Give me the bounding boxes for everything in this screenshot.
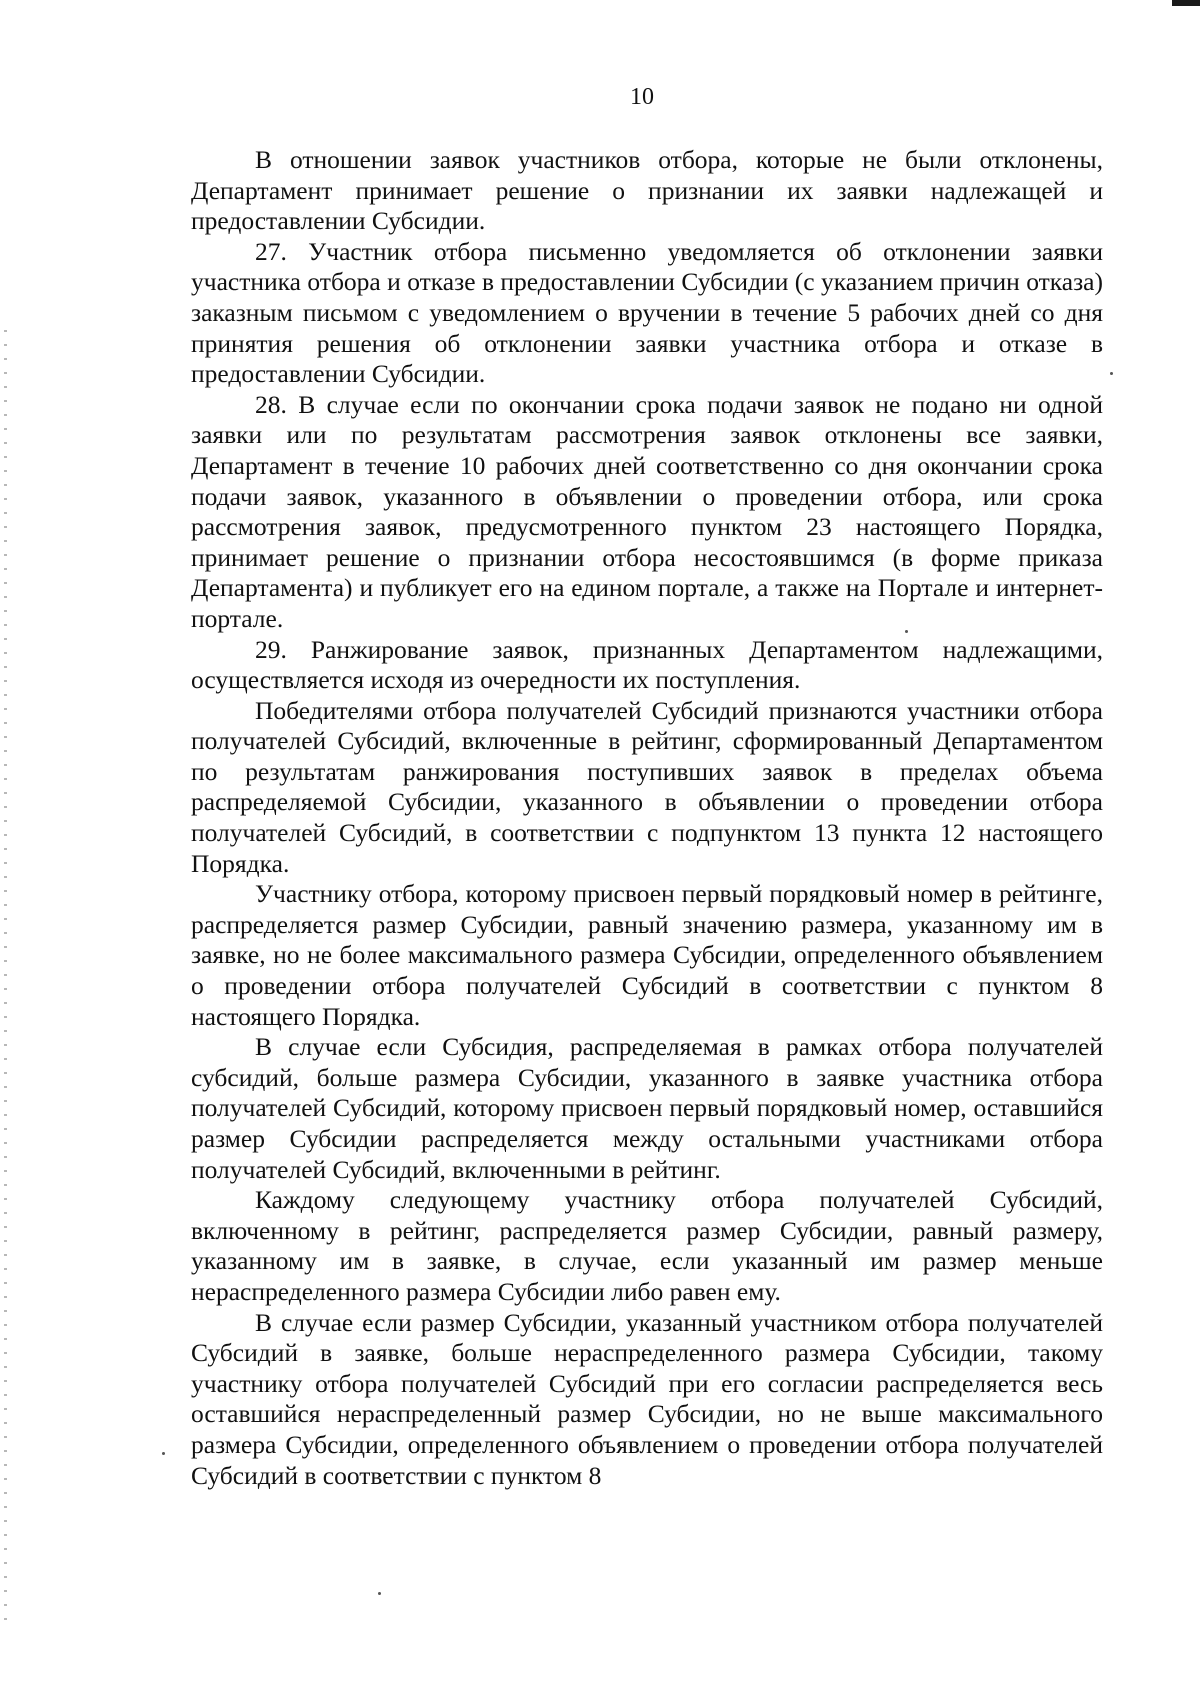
paragraph: В случае если размер Субсидии, указанный участником отбора получателей Субсидий в заявке, больше нераспределенного размера Субсидии, такому участнику отбора получателей Субсидий при его согласии распределяется весь оставшийся нераспределенный размер Субсидии, но не выше максимального размера Субсидии, определенного объявлением о проведении отбора получателей Субсидий в соответствии с пунктом 8 [191,1307,1103,1490]
paragraph: Победителями отбора получателей Субсидий признаются участники отбора получателей Субсидий, включенные в рейтинг, сформированный Департаментом по результатам ранжирования поступивших заявок в пределах объема распределяемой Субсидии, указанного в объявлении о проведении отбора получателей Субсидий, в соответствии с подпунктом 13 пункта 12 настоящего Порядка. [191,695,1103,878]
page-number: 10 [630,84,654,110]
paragraph: Каждому следующему участнику отбора получателей Субсидий, включенному в рейтинг, распределяется размер Субсидии, равный размеру, указанному им в заявке, в случае, если указанный им размер меньше нераспределенного размера Субсидии либо равен ему. [191,1185,1103,1306]
paragraph: 27. Участник отбора письменно уведомляется об отклонении заявки участника отбора и отказе в предоставлении Субсидии (с указанием причин отказа) заказным письмом с уведомлением о вручении в течение 5 рабочих дней со дня принятия решения об отклонении заявки участника отбора и отказе в предоставлении Субсидии. [191,236,1103,389]
scan-speck [162,1452,165,1455]
paragraph: В случае если Субсидия, распределяемая в рамках отбора получателей субсидий, больше размера Субсидии, указанного в заявке участника отбора получателей Субсидий, которому присвоен первый порядковый номер, оставшийся размер Субсидии распределяется между остальными участниками отбора получателей Субсидий, включенными в рейтинг. [191,1032,1103,1184]
scan-artifact [1172,0,1200,6]
paragraph: 29. Ранжирование заявок, признанных Департаментом надлежащими, осуществляется исходя из очередности их поступления. [191,634,1103,695]
document-body [191,145,1103,1491]
scan-speck [378,1592,381,1595]
scan-edge-dots [4,330,7,1630]
paragraph: В отношении заявок участников отбора, которые не были отклонены, Департамент принимает решение о признании их заявки надлежащей и предоставлении Субсидии. [191,145,1103,236]
paragraph: Участнику отбора, которому присвоен первый порядковый номер в рейтинге, распределяется размер Субсидии, равный значению размера, указанному им в заявке, но не более максимального размера Субсидии, определенного объявлением о проведении отбора получателей Субсидий в соответствии с пунктом 8 настоящего Порядка. [191,879,1103,1031]
paragraph: 28. В случае если по окончании срока подачи заявок не подано ни одной заявки или по результатам рассмотрения заявок отклонены все заявки, Департамент в течение 10 рабочих дней соответственно со дня окончании срока подачи заявок, указанного в объявлении о проведении отбора, или срока рассмотрения заявок, предусмотренного пунктом 23 настоящего Порядка, принимает решение о признании отбора несостоявшимся (в форме приказа Департамента) и публикует его на едином портале, а также на Портале и интернет-портале. [191,389,1103,633]
scan-speck [1110,372,1113,375]
